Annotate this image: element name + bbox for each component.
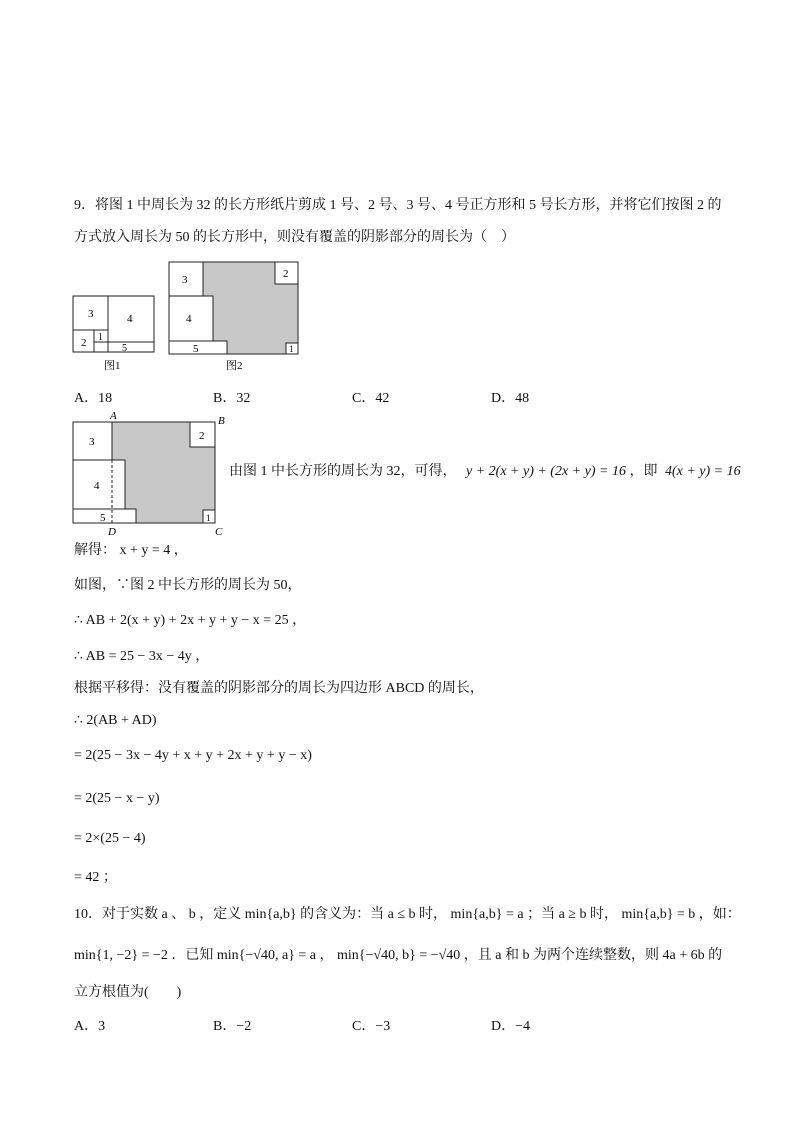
- solution-step-1: 解得： x + y = 4 ，: [74, 543, 188, 558]
- solution-figure: [70, 408, 230, 541]
- fig2-label-1: 1: [289, 344, 294, 354]
- solution-step-4: ∴ AB = 25 − 3x − 4y ，: [74, 649, 210, 664]
- q9-line2: 方式放入周长为 50 的长方形中，则没有覆盖的阴影部分的周长为（ ）: [74, 230, 515, 245]
- solution-step-3: ∴ AB + 2(x + y) + 2x + y + y − x = 25 ，: [74, 613, 307, 628]
- q9-option-b: B．32: [213, 391, 251, 406]
- solution-intro-line: [229, 463, 741, 481]
- point-c: C: [215, 526, 223, 536]
- sol-label-5: 5: [100, 512, 106, 524]
- fig2-label-5: 5: [193, 343, 199, 355]
- q9-line1: 9．将图 1 中周长为 32 的长方形纸片剪成 1 号、2 号、3 号、4 号正方形和 5 号长方形，并将它们按图 2 的: [74, 198, 722, 213]
- fig2-label-2: 2: [283, 268, 289, 280]
- fig1-caption: 图1: [104, 360, 121, 372]
- fig1-label-3: 3: [88, 308, 94, 320]
- solution-step-2: 如图，∵图 2 中长方形的周长为 50，: [74, 578, 302, 593]
- q9-option-d: D．48: [491, 391, 530, 406]
- q10-option-b: B．−2: [213, 1019, 252, 1034]
- q9-option-c: C．42: [352, 391, 390, 406]
- fig1-label-1: 1: [98, 332, 103, 343]
- sol-label-2: 2: [199, 430, 205, 442]
- fig1-label-5: 5: [122, 343, 127, 354]
- sol-label-4: 4: [94, 480, 100, 492]
- q10-option-d: D．−4: [491, 1019, 531, 1034]
- solution-step-7: = 2(25 − 3x − 4y + x + y + 2x + y + y − x): [74, 748, 312, 763]
- q9-option-a: A．18: [74, 391, 113, 406]
- solution-intro: 由图 1 中长方形的周长为 32，可得，: [229, 464, 457, 479]
- solution-step-6: ∴ 2(AB + AD): [74, 713, 157, 728]
- solution-step-9: = 2×(25 − 4): [74, 831, 146, 846]
- q10-line2: min{1, −2} = −2 ．已知 min{−√40, a} = a ， min{−√40, b} = −√40 ，且 a 和 b 为两个连续整数，则 4a + 6b 的: [74, 948, 723, 963]
- fig1-label-4: 4: [127, 313, 133, 325]
- sol-label-3: 3: [89, 436, 95, 448]
- sol-label-1: 1: [206, 513, 211, 523]
- fig2-label-3: 3: [182, 274, 188, 286]
- solution-eq1: y + 2(x + y) + (2x + y) = 16: [466, 464, 626, 479]
- fig2-caption: 图2: [226, 360, 243, 372]
- fig1-label-2: 2: [81, 337, 87, 349]
- point-a: A: [110, 410, 117, 422]
- q10-line3: 立方根值为( ): [74, 985, 182, 1000]
- figure-1: [72, 295, 156, 380]
- solution-step-5: 根据平移得：没有覆盖的阴影部分的周长为四边形 ABCD 的周长，: [74, 681, 484, 696]
- solution-step-10: = 42 ；: [74, 870, 117, 885]
- q10-option-c: C．−3: [352, 1019, 391, 1034]
- q10-option-a: A．3: [74, 1019, 106, 1034]
- point-d: D: [108, 526, 116, 536]
- q10-line1: 10．对于实数 a 、 b ，定义 min{a,b} 的含义为：当 a ≤ b 时， min{a,b} = a ；当 a ≥ b 时， min{a,b} = b ，如：: [74, 907, 741, 922]
- fig2-label-4: 4: [186, 313, 192, 325]
- point-b: B: [218, 415, 225, 427]
- solution-eq2: 4(x + y) = 16: [664, 464, 741, 479]
- solution-step-8: = 2(25 − x − y): [74, 791, 160, 806]
- figure-2: [168, 261, 300, 380]
- solution-sep: ，即: [629, 464, 658, 479]
